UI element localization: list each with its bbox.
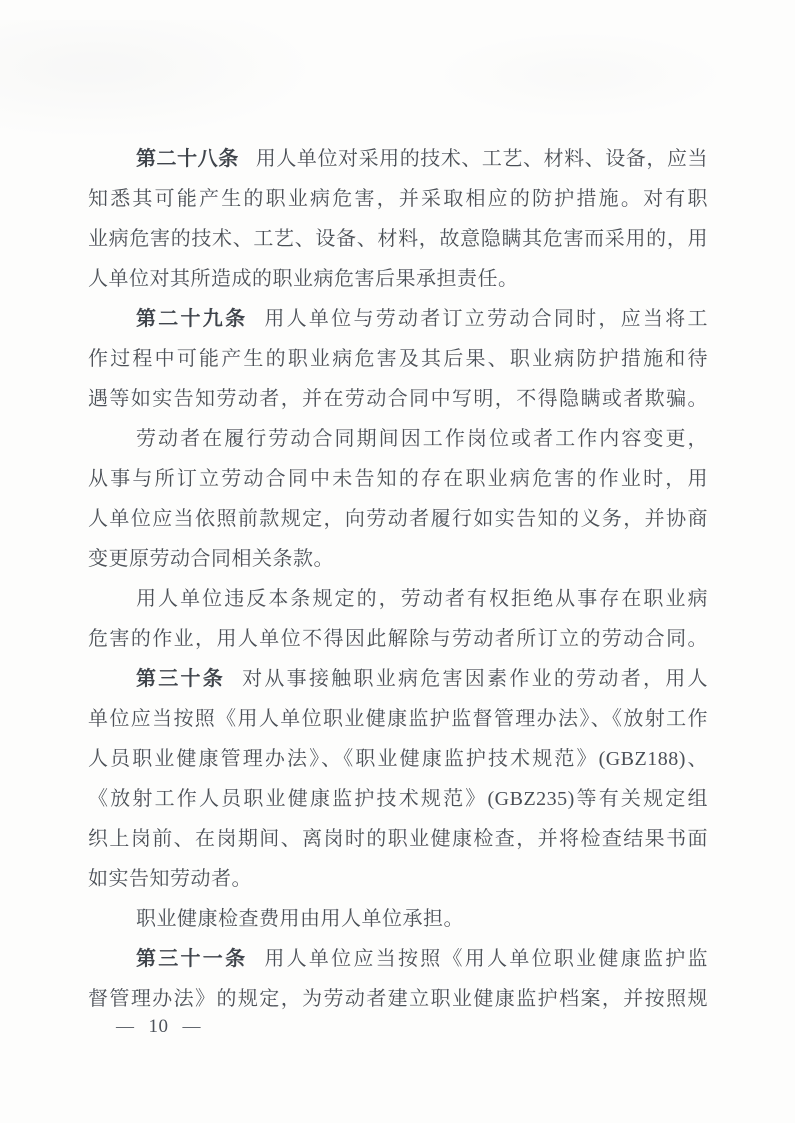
article-number: 第三十条 (136, 668, 226, 690)
text-line (88, 379, 708, 419)
footer-dash-right: — (182, 1015, 201, 1036)
text-line (88, 619, 708, 659)
line-text: 用人单位对采用的技术、工艺、材料、设备，应当 (255, 148, 709, 170)
line-text: 危害的作业，用人单位不得因此解除与劳动者所订立的劳动合同。 (88, 628, 708, 650)
body-text (88, 139, 708, 1019)
text-line (88, 299, 708, 339)
scan-noise (430, 30, 730, 120)
line-text: 遇等如实告知劳动者，并在劳动合同中写明，不得隐瞒或者欺骗。 (88, 388, 708, 410)
text-line (88, 179, 708, 219)
text-line (88, 259, 708, 299)
line-text: 人员职业健康管理办法》、《职业健康监护技术规范》(GBZ188)、 (88, 748, 708, 770)
line-text: 职业健康检查费用由用人单位承担。 (136, 908, 464, 930)
line-text: 用人单位应当按照《用人单位职业健康监护监 (264, 948, 709, 970)
line-text: 变更原劳动合同相关条款。 (88, 548, 334, 570)
text-line (88, 339, 708, 379)
article-number: 第二十八条 (136, 148, 239, 170)
line-text: 业病危害的技术、工艺、设备、材料，故意隐瞒其危害而采用的，用 (88, 228, 708, 250)
text-line (88, 739, 708, 779)
footer-dash-left: — (116, 1015, 135, 1036)
text-line (88, 579, 708, 619)
scan-noise (0, 20, 320, 140)
text-line (88, 499, 708, 539)
page-number: 10 (148, 1016, 169, 1037)
text-line (88, 899, 708, 939)
line-text: 从事与所订立劳动合同中未告知的存在职业病危害的作业时，用 (88, 468, 708, 490)
text-line (88, 539, 708, 579)
text-line (88, 979, 708, 1019)
line-text: 单位应当按照《用人单位职业健康监护监督管理办法》、《放射工作 (88, 708, 708, 730)
text-line (88, 859, 708, 899)
line-text: 人单位对其所造成的职业病危害后果承担责任。 (88, 268, 519, 290)
text-line (88, 419, 708, 459)
text-line (88, 459, 708, 499)
line-text: 用人单位违反本条规定的，劳动者有权拒绝从事存在职业病 (136, 588, 708, 610)
line-text: 织上岗前、在岗期间、离岗时的职业健康检查，并将检查结果书面 (88, 828, 708, 850)
text-line (88, 779, 708, 819)
line-text: 对从事接触职业病危害因素作业的劳动者，用人 (242, 668, 709, 690)
line-text: 督管理办法》的规定，为劳动者建立职业健康监护档案，并按照规 (88, 988, 708, 1010)
text-line (88, 659, 708, 699)
text-line (88, 819, 708, 859)
line-text: 作过程中可能产生的职业病危害及其后果、职业病防护措施和待 (88, 348, 708, 370)
line-text: 劳动者在履行劳动合同期间因工作岗位或者工作内容变更， (136, 428, 708, 450)
text-line (88, 699, 708, 739)
line-text: 人单位应当依照前款规定，向劳动者履行如实告知的义务，并协商 (88, 508, 708, 530)
text-line (88, 939, 708, 979)
text-line (88, 219, 708, 259)
article-number: 第三十一条 (136, 948, 248, 970)
line-text: 用人单位与劳动者订立劳动合同时，应当将工 (264, 308, 709, 330)
text-line (88, 139, 708, 179)
line-text: 如实告知劳动者。 (88, 868, 252, 890)
line-text: 知悉其可能产生的职业病危害，并采取相应的防护措施。对有职 (88, 188, 708, 210)
article-number: 第二十九条 (136, 308, 248, 330)
line-text: 《放射工作人员职业健康监护技术规范》(GBZ235)等有关规定组 (88, 788, 708, 810)
page-footer (116, 1016, 201, 1038)
